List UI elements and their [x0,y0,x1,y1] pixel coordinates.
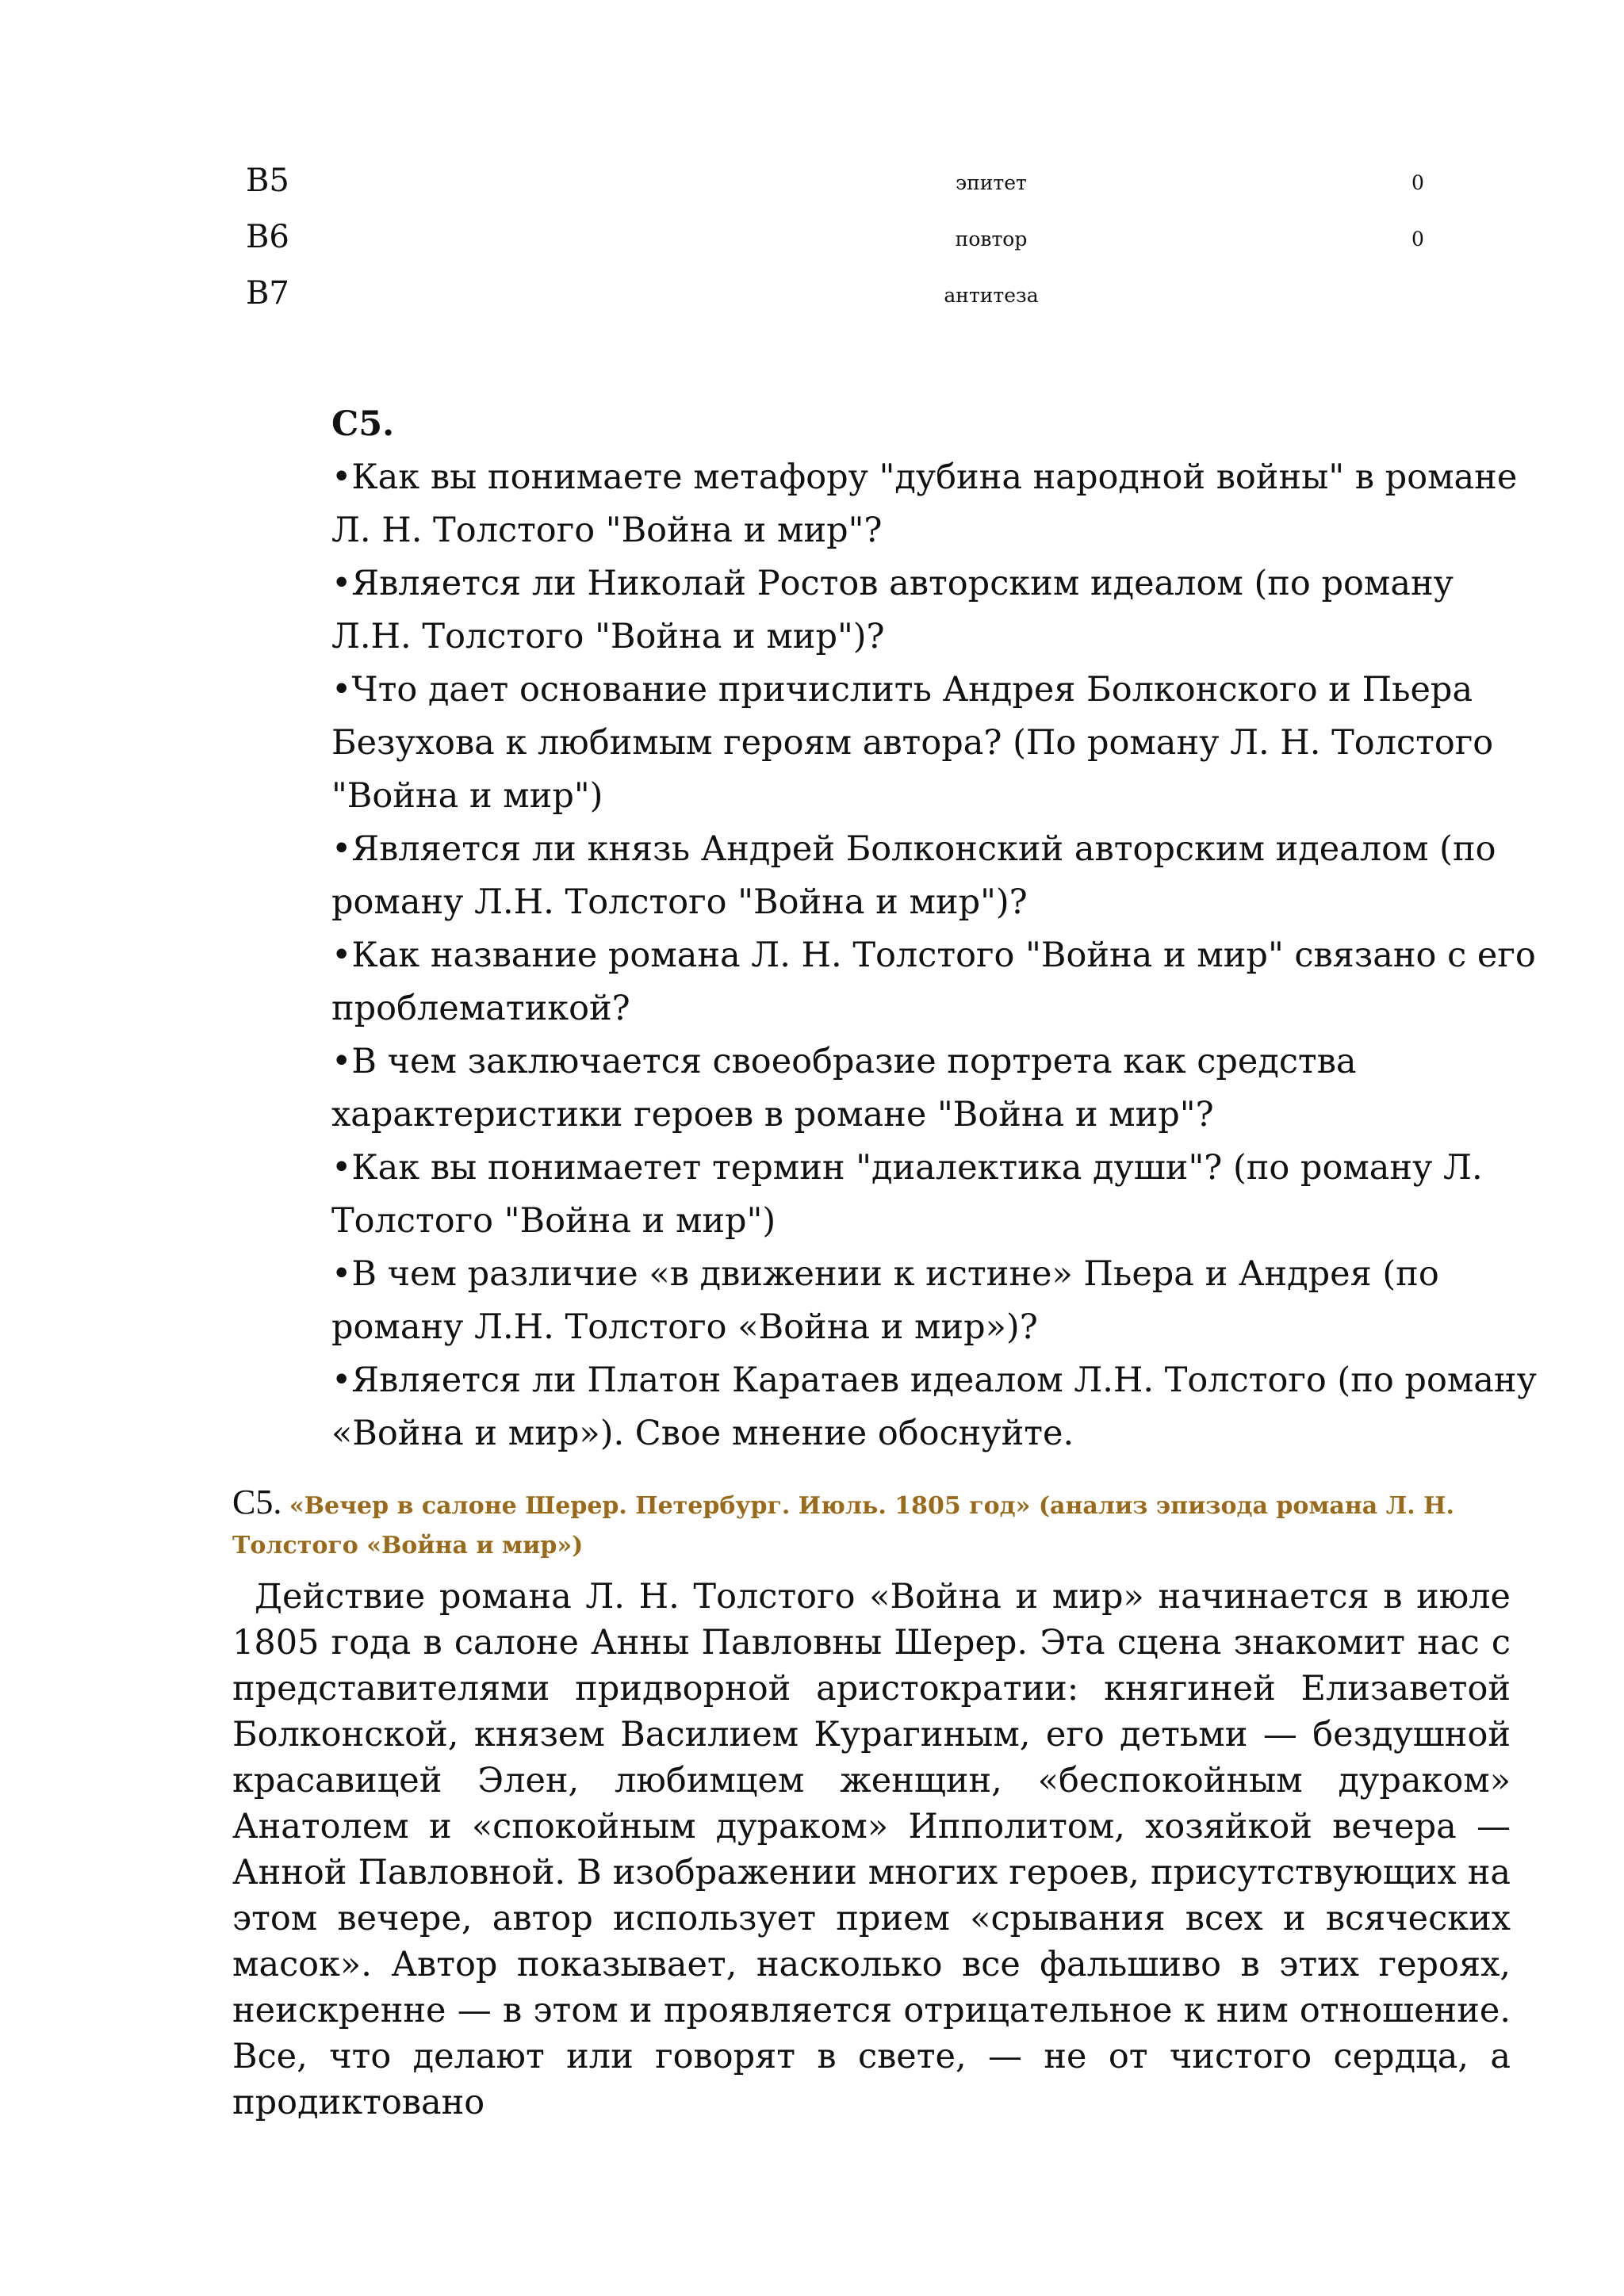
answer-row [246,215,1424,271]
question-item: •В чем заключается своеобразие портрета как средства характеристики героев в романе "Война и мир"? [331,1042,1357,1135]
question-item: •Как название романа Л. Н. Толстого "Война и мир" связано с его проблематикой? [331,936,1536,1028]
question-item: •Является ли князь Андрей Болконский авторским идеалом (по роману Л.Н. Толстого "Война и мир")? [331,829,1496,922]
answer-code: B6 [246,219,289,255]
essay-heading [232,1483,1511,1566]
question-block [331,398,1537,1460]
question-item: •Является ли Николай Ростов авторским идеалом (по роману Л.Н. Толстого "Война и мир")? [331,564,1454,656]
answer-row [246,271,1269,327]
answer-score: 0 [1411,171,1424,194]
essay-title: «Вечер в салоне Шерер. Петербург. Июль. 1805 год» (анализ эпизода романа Л. Н. Толстого «Война и мир») [232,1492,1454,1559]
answer-code: B7 [246,275,289,312]
answer-table [246,159,1424,327]
question-item: •Как вы понимаетет термин "диалектика души"? (по роману Л. Толстого "Война и мир") [331,1148,1483,1241]
essay-code: С5. [232,1483,282,1521]
essay-body: Действие романа Л. Н. Толстого «Война и мир» начинается в июле 1805 года в салоне Анны Павловны Шерер. Эта сцена знакомит нас с представителями придворной аристократии: княгиней Елизаветой Болконской, князем Василием Курагиным, его детьми — бездушной красавицей Элен, любимцем женщин, «беспокойным дураком» Анатолем и «спокойным дураком» Ипполитом, хозяйкой вечера — Анной Павловной. В изображении многих героев, присутствующих на этом вечере, автор использует прием «срывания всех и всяческих масок». Автор показывает, насколько все фальшиво в этих героях, неискренне — в этом и проявляется отрицательное к ним отношение. Все, что делают или говорят в свете, — не от чистого сердца, а продиктовано [232,1577,1511,2122]
answer-row [246,159,1424,215]
answer-word: антитеза [944,284,1039,307]
question-item: •Как вы понимаете метафору "дубина народной войны" в романе Л. Н. Толстого "Война и мир"? [331,457,1518,550]
answer-word: эпитет [956,171,1027,194]
answer-code: B5 [246,163,289,199]
question-item: •Что дает основание причислить Андрея Болконского и Пьера Безухова к любимым героям автора? (По роману Л. Н. Толстого "Война и мир") [331,670,1494,816]
answer-score: 0 [1411,228,1424,251]
answer-word: повтор [955,228,1028,251]
question-item: •В чем различие «в движении к истине» Пьера и Андрея (по роману Л.Н. Толстого «Война и мир»)? [331,1254,1439,1347]
essay-section [232,1483,1511,2126]
question-heading: C5. [331,404,395,444]
question-item: •Является ли Платон Каратаев идеалом Л.Н. Толстого (по роману «Война и мир»). Свое мнение обоснуйте. [331,1360,1537,1453]
